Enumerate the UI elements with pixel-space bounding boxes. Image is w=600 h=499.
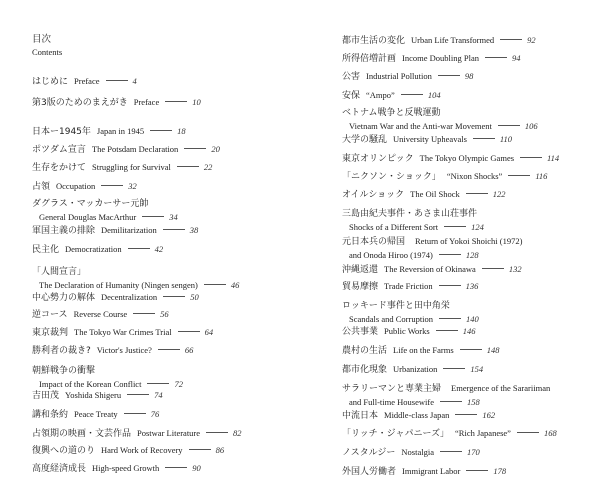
page-number: 82 [233, 428, 242, 438]
toc-title-en: The Reversion of Okinawa [384, 264, 476, 274]
toc-heading [32, 33, 62, 59]
leader-line [482, 268, 504, 269]
toc-entry[interactable] [342, 234, 522, 261]
leader-line [440, 451, 462, 452]
toc-title-en: Public Works [384, 326, 430, 336]
leader-line [127, 394, 149, 395]
page-number: 154 [470, 364, 484, 374]
toc-entry[interactable] [342, 51, 520, 65]
toc-title-jp: 日本ー1945年 [32, 127, 91, 137]
toc-title-en: Struggling for Survival [92, 162, 171, 172]
toc-title-en: Occupation [56, 181, 96, 191]
page-number: 116 [535, 171, 548, 181]
toc-title-en: Immigrant Labor [402, 466, 461, 476]
toc-title-jp: 勝利者の裁き? [32, 346, 91, 356]
toc-title-jp: 安保 [342, 91, 361, 101]
page-number: 34 [169, 212, 178, 222]
toc-entry[interactable] [32, 407, 159, 421]
page-number: 124 [471, 222, 484, 232]
toc-title-en: Middle-class Japan [384, 410, 450, 420]
toc-title-en: The Tokyo War Crimes Trial [74, 327, 172, 337]
toc-title-en: Emergence of the Sarariiman [451, 383, 551, 393]
page-number: 32 [128, 181, 137, 191]
toc-title-en: Return of Yokoi Shoichi (1972) [415, 236, 523, 246]
toc-title-en: The Tokyo Olympic Games [419, 153, 515, 163]
toc-title-en: “Nixon Shocks” [446, 171, 503, 181]
leader-line [158, 349, 180, 350]
toc-entry[interactable] [32, 290, 199, 304]
toc-title-en: “Rich Japanese” [455, 428, 511, 438]
leader-line [508, 175, 530, 176]
toc-title-en: Trade Friction [384, 281, 433, 291]
toc-entry[interactable] [342, 445, 480, 459]
leader-line [520, 157, 542, 158]
leader-line [485, 57, 507, 58]
toc-title-jp: ロッキード事件と田中角栄 [342, 301, 450, 311]
toc-entry[interactable] [32, 426, 242, 440]
toc-subtitle-line [342, 395, 550, 408]
page-number: 128 [465, 250, 479, 260]
toc-entry[interactable] [342, 151, 559, 165]
toc-entry[interactable] [32, 242, 163, 256]
leader-line [401, 94, 423, 95]
page-number: 170 [467, 447, 480, 457]
leader-line [189, 449, 211, 450]
page-number: 74 [154, 390, 163, 400]
page-number: 66 [184, 345, 194, 355]
toc-title-en: Industrial Pollution [366, 71, 432, 81]
toc-title-en: “Ampo” [366, 90, 395, 100]
toc-title-en: Decentralization [101, 292, 158, 302]
page-number: 50 [190, 292, 199, 302]
toc-entry[interactable] [342, 169, 547, 183]
toc-title-jp: 講和条約 [32, 410, 69, 420]
toc-entry[interactable] [342, 187, 505, 201]
page-number: 140 [466, 314, 479, 324]
leader-line [498, 125, 520, 126]
toc-entry[interactable] [32, 461, 201, 475]
toc-subtitle-line [342, 220, 484, 233]
leader-line [128, 248, 150, 249]
toc-title-en: Scandals and Corruption [349, 314, 434, 324]
toc-title-en-line2: and Onoda Hiroo (1974) [349, 250, 433, 260]
page-number: 168 [543, 428, 557, 438]
page-number: 94 [511, 53, 521, 63]
toc-title-en: Nostalgia [401, 447, 434, 457]
toc-title-en: Hard Work of Recovery [101, 445, 183, 455]
toc-title-jp: 吉田茂 [32, 391, 60, 401]
toc-subtitle-line [32, 210, 178, 223]
toc-entry[interactable] [32, 388, 163, 402]
page-number: 110 [499, 134, 513, 144]
leader-line [439, 285, 461, 286]
leader-line [460, 349, 482, 350]
toc-heading-jp: 目次 [32, 34, 52, 45]
page-number: 10 [192, 97, 201, 107]
toc-heading-en: Contents [32, 47, 63, 57]
toc-title-jp: ノスタルジー [342, 448, 396, 458]
toc-entry[interactable] [342, 279, 478, 293]
toc-title-jp: サラリーマンと専業主婦 [342, 384, 442, 394]
leader-line [466, 193, 488, 194]
toc-title-jp: 民主化 [32, 245, 60, 255]
toc-title-en: High-speed Growth [92, 463, 160, 473]
leader-line [443, 368, 465, 369]
toc-title-jp: 東京オリンピック [342, 154, 414, 164]
toc-title-jp: 東京裁判 [32, 328, 69, 338]
toc-entry[interactable] [342, 298, 479, 325]
toc-entry[interactable] [342, 426, 557, 440]
toc-title-en: Life on the Farms [393, 345, 454, 355]
toc-title-en: Yoshida Shigeru [65, 390, 122, 400]
toc-title-en: Urban Life Transformed [411, 35, 495, 45]
leader-line [163, 296, 185, 297]
page-number: 158 [466, 397, 480, 407]
toc-title-en: The Declaration of Humanity (Ningen sengen) [39, 280, 198, 290]
leader-line [177, 166, 199, 167]
toc-title-jp: 生存をかけて [32, 163, 87, 173]
toc-title-en: Preface [74, 76, 100, 86]
toc-entry[interactable] [342, 69, 473, 83]
leader-line [455, 414, 477, 415]
leader-line [444, 226, 466, 227]
toc-title-en: Shocks of a Different Sort [349, 222, 439, 232]
toc-entry[interactable] [32, 179, 137, 193]
toc-entry[interactable] [342, 408, 495, 422]
page-number: 72 [174, 379, 183, 389]
page-number: 106 [524, 121, 538, 131]
page-number: 136 [465, 281, 479, 291]
page-number: 92 [527, 35, 536, 45]
toc-title-jp: 逆コース [32, 310, 68, 320]
toc-title-jp: 占領期の映画・文芸作品 [32, 429, 132, 439]
toc-entry[interactable] [32, 223, 198, 237]
toc-entry[interactable] [342, 343, 499, 357]
toc-title-en: Vietnam War and the Anti-war Movement [349, 121, 492, 131]
toc-title-jp: ポツダム宣言 [32, 145, 86, 155]
toc-title-en: Postwar Literature [137, 428, 201, 438]
toc-title-jp: 元日本兵の帰国 [342, 237, 406, 247]
toc-entry[interactable] [32, 196, 178, 223]
page-number: 38 [189, 225, 199, 235]
toc-title-jp: はじめに [32, 77, 69, 87]
leader-line [184, 148, 206, 149]
page-number: 162 [482, 410, 496, 420]
toc-entry[interactable] [32, 74, 137, 88]
toc-subtitle-line [342, 119, 538, 132]
toc-title-jp: 公共事業 [342, 327, 379, 337]
toc-title-jp: 都市化現象 [342, 365, 388, 375]
page-number: 98 [464, 71, 474, 81]
toc-title-jp: 公害 [342, 72, 361, 82]
page-number: 20 [211, 144, 220, 154]
toc-entry[interactable] [32, 142, 220, 156]
toc-title-jp: 沖縄返還 [342, 265, 379, 275]
toc-title-jp: 朝鮮戦争の衝撃 [32, 366, 96, 376]
toc-title-jp: オイルショック [342, 190, 405, 200]
toc-entry[interactable] [32, 160, 212, 174]
toc-title-en-line2: and Full-time Housewife [349, 397, 434, 407]
page-number: 22 [203, 162, 213, 172]
toc-title-jp: 「人間宣言」 [32, 267, 87, 277]
toc-entry[interactable] [342, 362, 483, 376]
leader-line [517, 432, 539, 433]
toc-subtitle-line [342, 248, 522, 261]
toc-title-jp: 復興への道のり [32, 446, 96, 456]
toc-title-jp: 三島由紀夫事件・あさま山荘事件 [342, 209, 478, 219]
leader-line [436, 330, 458, 331]
leader-line [106, 80, 128, 81]
toc-title-en: The Oil Shock [410, 189, 460, 199]
toc-title-jp: 占領 [32, 182, 51, 192]
toc-title-en: Victor's Justice? [96, 345, 152, 355]
toc-title-en: Reverse Course [73, 309, 128, 319]
leader-line [466, 470, 488, 471]
leader-line [165, 101, 187, 102]
toc-title-jp: 貿易摩擦 [342, 282, 379, 292]
leader-line [124, 413, 146, 414]
page-number: 90 [192, 463, 201, 473]
toc-entry[interactable] [342, 33, 536, 47]
page-number: 148 [486, 345, 500, 355]
toc-title-jp: 大学の騒乱 [342, 135, 388, 145]
leader-line [439, 318, 461, 319]
leader-line [150, 130, 172, 131]
toc-entry[interactable] [32, 443, 224, 457]
page-number: 46 [230, 280, 240, 290]
toc-entry[interactable] [342, 105, 538, 132]
toc-entry[interactable] [32, 264, 239, 291]
toc-title-en: Democratization [65, 244, 122, 254]
page-number: 104 [427, 90, 441, 100]
toc-title-en: Demilitarization [101, 225, 157, 235]
leader-line [440, 401, 462, 402]
toc-title-jp: 都市生活の変化 [342, 36, 406, 46]
leader-line [147, 383, 169, 384]
page-number: 178 [493, 466, 507, 476]
toc-title-en: Peace Treaty [74, 409, 118, 419]
toc-entry[interactable] [32, 325, 213, 339]
toc-title-jp: ベトナム戦争と反戦運動 [342, 108, 441, 118]
page-number: 76 [150, 409, 160, 419]
toc-title-jp: 高度経済成長 [32, 464, 87, 474]
toc-entry[interactable] [342, 132, 512, 146]
leader-line [163, 229, 185, 230]
toc-entry[interactable] [342, 381, 550, 408]
leader-line [439, 254, 461, 255]
leader-line [133, 313, 155, 314]
toc-title-jp: 第3版のためのまえがき [32, 98, 128, 108]
leader-line [101, 185, 123, 186]
toc-entry[interactable] [342, 206, 484, 233]
page-number: 64 [204, 327, 214, 337]
toc-title-en: The Potsdam Declaration [91, 144, 179, 154]
toc-title-jp: ダグラス・マッカーサー元帥 [32, 199, 149, 209]
toc-title-en: Impact of the Korean Conflict [39, 379, 142, 389]
leader-line [438, 75, 460, 76]
toc-entry[interactable] [342, 324, 475, 338]
toc-entry[interactable] [342, 262, 522, 276]
toc-title-jp: 農村の生活 [342, 346, 388, 356]
toc-title-jp: 中心勢力の解体 [32, 293, 96, 303]
toc-title-en: Preface [133, 97, 160, 107]
page-number: 132 [508, 264, 522, 274]
toc-entry[interactable] [32, 363, 183, 390]
toc-title-jp: 中流日本 [342, 411, 379, 421]
page-number: 122 [492, 189, 506, 199]
leader-line [142, 216, 164, 217]
page-number: 146 [462, 326, 476, 336]
page-number: 56 [160, 309, 169, 319]
page-number: 114 [547, 153, 560, 163]
toc-title-jp: 「ニクソン・ショック」 [342, 172, 441, 182]
leader-line [500, 39, 522, 40]
leader-line [178, 331, 200, 332]
leader-line [165, 467, 187, 468]
toc-title-en: Income Doubling Plan [402, 53, 479, 63]
toc-title-en: Urbanization [393, 364, 438, 374]
toc-title-jp: 外国人労働者 [342, 467, 397, 477]
toc-entry[interactable] [32, 307, 169, 321]
toc-entry[interactable] [342, 464, 506, 478]
toc-title-en: University Upheavals [393, 134, 467, 144]
page-number: 18 [177, 126, 186, 136]
toc-title-jp: 軍国主義の排除 [32, 226, 96, 236]
toc-title-en: General Douglas MacArthur [39, 212, 137, 222]
toc-entry[interactable] [342, 88, 441, 102]
toc-title-jp: 所得倍増計画 [342, 54, 397, 64]
leader-line [206, 432, 228, 433]
leader-line [473, 138, 495, 139]
toc-entry[interactable] [32, 343, 193, 357]
page-number: 4 [132, 76, 137, 86]
leader-line [204, 284, 226, 285]
toc-entry[interactable] [32, 95, 201, 109]
toc-entry[interactable] [32, 124, 186, 138]
page-number: 86 [215, 445, 225, 455]
toc-title-en: Japan in 1945 [96, 126, 145, 136]
toc-title-jp: 「リッチ・ジャパニーズ」 [342, 429, 450, 439]
page-number: 42 [154, 244, 164, 254]
